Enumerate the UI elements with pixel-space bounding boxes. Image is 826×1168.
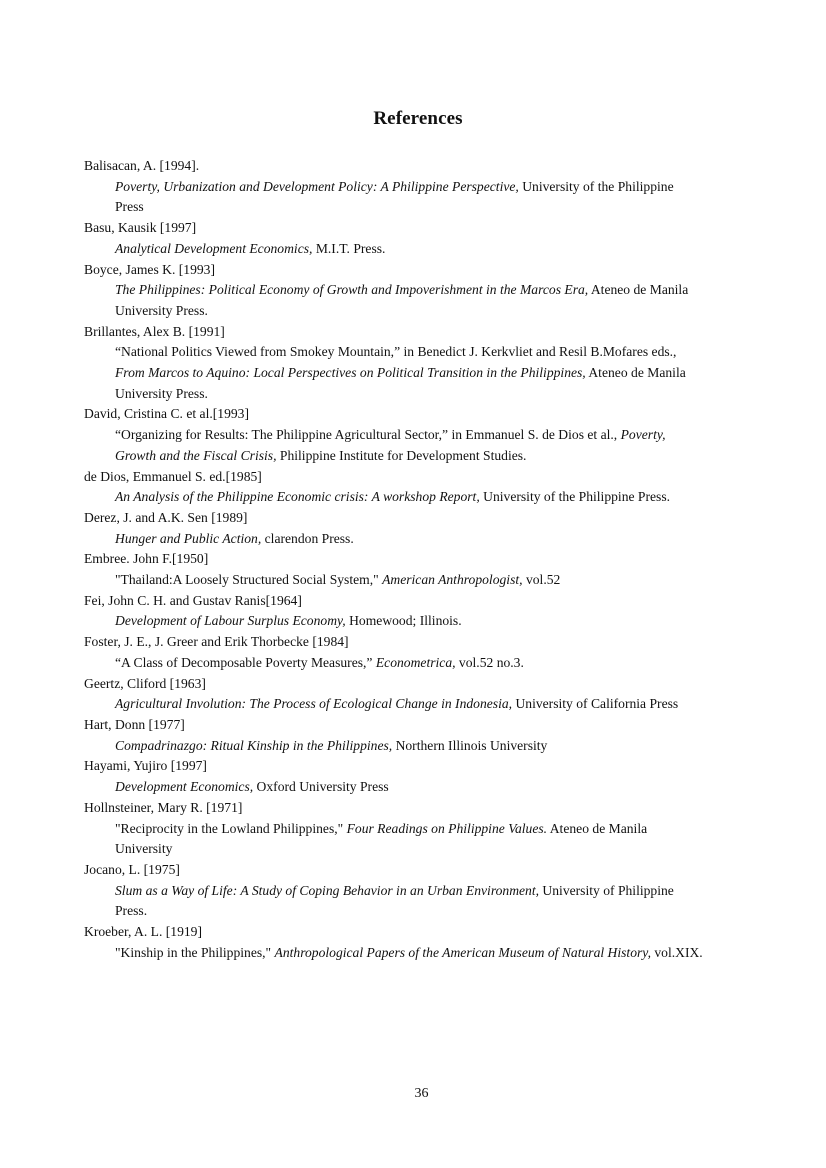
reference-entry	[84, 508, 704, 549]
reference-text: Ateneo de Manila University	[115, 820, 648, 857]
reference-text: “Organizing for Results: The Philippine Agricultural Sector,” in Emmanuel S. de Dios et al.,	[115, 427, 621, 443]
reference-entry	[84, 322, 704, 405]
reference-entry	[84, 922, 704, 963]
page-number: 36	[414, 1086, 429, 1101]
reference-citation	[84, 570, 704, 591]
reference-work-title: Development Economics,	[115, 779, 254, 795]
reference-entry	[84, 591, 704, 632]
reference-work-title: Poverty, Urbanization and Development Policy: A Philippine Perspective,	[115, 178, 519, 194]
reference-citation	[84, 280, 704, 321]
reference-author: Basu, Kausik [1997]	[84, 220, 197, 236]
reference-text: Homewood; Illinois.	[345, 613, 462, 629]
reference-author: Fei, John C. H. and Gustav Ranis[1964]	[84, 592, 302, 608]
reference-author: Geertz, Cliford [1963]	[84, 675, 206, 691]
reference-entry	[84, 404, 704, 466]
reference-text: University of the Philippine Press.	[479, 489, 671, 505]
reference-author: Jocano, L. [1975]	[84, 861, 180, 877]
reference-list	[84, 156, 704, 963]
reference-text: Oxford University Press	[253, 779, 389, 795]
reference-author: Hayami, Yujiro [1997]	[84, 758, 207, 774]
reference-text: "Reciprocity in the Lowland Philippines,"	[115, 820, 347, 836]
reference-text: Philippine Institute for Development Studies.	[276, 447, 527, 463]
reference-entry	[84, 756, 704, 797]
reference-text: University of the Philippine Press	[115, 178, 674, 215]
reference-citation	[84, 694, 704, 715]
reference-citation	[84, 736, 704, 757]
reference-text: “National Politics Viewed from Smokey Mountain,” in Benedict J. Kerkvliet and Resil B.Mofares eds.,	[115, 344, 677, 360]
reference-citation	[84, 777, 704, 798]
reference-work-title: Agricultural Involution: The Process of Ecological Change in Indonesia,	[115, 696, 513, 712]
reference-text: vol.52 no.3.	[455, 654, 524, 670]
reference-citation	[84, 487, 704, 508]
reference-work-title: Hunger and Public Action,	[115, 530, 262, 546]
reference-work-title: Slum as a Way of Life: A Study of Coping Behavior in an Urban Environment,	[115, 882, 540, 898]
reference-citation	[84, 425, 704, 466]
reference-entry	[84, 715, 704, 756]
reference-work-title: Compadrinazgo: Ritual Kinship in the Philippines,	[115, 737, 393, 753]
reference-text: vol.52	[522, 572, 561, 588]
reference-author: Boyce, James K. [1993]	[84, 261, 215, 277]
reference-citation	[84, 239, 704, 260]
reference-entry	[84, 549, 704, 590]
reference-entry	[84, 674, 704, 715]
page-title: References	[373, 108, 463, 129]
reference-work-title: Four Readings on Philippine Values.	[346, 820, 548, 836]
reference-entry	[84, 632, 704, 673]
reference-entry	[84, 260, 704, 322]
reference-text: Ateneo de Manila University Press.	[115, 282, 689, 318]
reference-citation	[84, 611, 704, 632]
reference-work-title: An Analysis of the Philippine Economic crisis: A workshop Report,	[115, 489, 480, 505]
reference-author: Foster, J. E., J. Greer and Erik Thorbecke [1984]	[84, 634, 349, 650]
reference-author: de Dios, Emmanuel S. ed.[1985]	[84, 468, 262, 484]
reference-text: vol.XIX.	[650, 944, 703, 960]
reference-work-title: Development of Labour Surplus Economy,	[115, 613, 346, 629]
reference-entry	[84, 156, 704, 218]
reference-citation	[84, 529, 704, 550]
reference-citation	[84, 653, 704, 674]
reference-citation	[84, 881, 704, 922]
reference-author: Balisacan, A. [1994].	[84, 158, 200, 173]
reference-author: Embree. John F.[1950]	[84, 551, 209, 567]
reference-entry	[84, 218, 704, 259]
reference-entry	[84, 860, 704, 922]
reference-author: Hart, Donn [1977]	[84, 716, 185, 732]
reference-work-title: Anthropological Papers of the American Museum of Natural History,	[274, 944, 651, 960]
reference-text: “A Class of Decomposable Poverty Measures,”	[115, 654, 376, 670]
reference-text: "Kinship in the Philippines,"	[115, 944, 275, 960]
reference-text: Ateneo de Manila University Press.	[115, 365, 686, 401]
reference-citation	[84, 943, 704, 964]
reference-text: M.I.T. Press.	[312, 240, 386, 256]
reference-entry	[84, 467, 704, 508]
reference-work-title: From Marcos to Aquino: Local Perspectives on Political Transition in the Philippines,	[115, 365, 586, 381]
reference-work-title: Analytical Development Economics,	[115, 240, 313, 256]
reference-citation	[84, 177, 704, 218]
reference-text: clarendon Press.	[261, 530, 354, 546]
reference-author: Brillantes, Alex B. [1991]	[84, 323, 225, 339]
reference-citation	[84, 819, 704, 860]
reference-author: Derez, J. and A.K. Sen [1989]	[84, 509, 248, 525]
reference-text: Northern Illinois University	[392, 737, 548, 753]
reference-author: Hollnsteiner, Mary R. [1971]	[84, 799, 243, 815]
reference-work-title: Poverty, Growth and the Fiscal Crisis,	[115, 427, 666, 463]
reference-text: "Thailand:A Loosely Structured Social System,"	[115, 572, 383, 588]
reference-entry	[84, 798, 704, 860]
reference-work-title: The Philippines: Political Economy of Growth and Impoverishment in the Marcos Era,	[115, 282, 589, 298]
reference-work-title: Econometrica,	[375, 654, 456, 670]
reference-author: David, Cristina C. et al.[1993]	[84, 406, 249, 422]
reference-text: University of California Press	[512, 696, 679, 712]
reference-work-title: American Anthropologist,	[382, 572, 523, 588]
reference-author: Kroeber, A. L. [1919]	[84, 924, 202, 940]
reference-text: University of Philippine Press.	[115, 882, 674, 919]
reference-citation	[84, 342, 704, 404]
